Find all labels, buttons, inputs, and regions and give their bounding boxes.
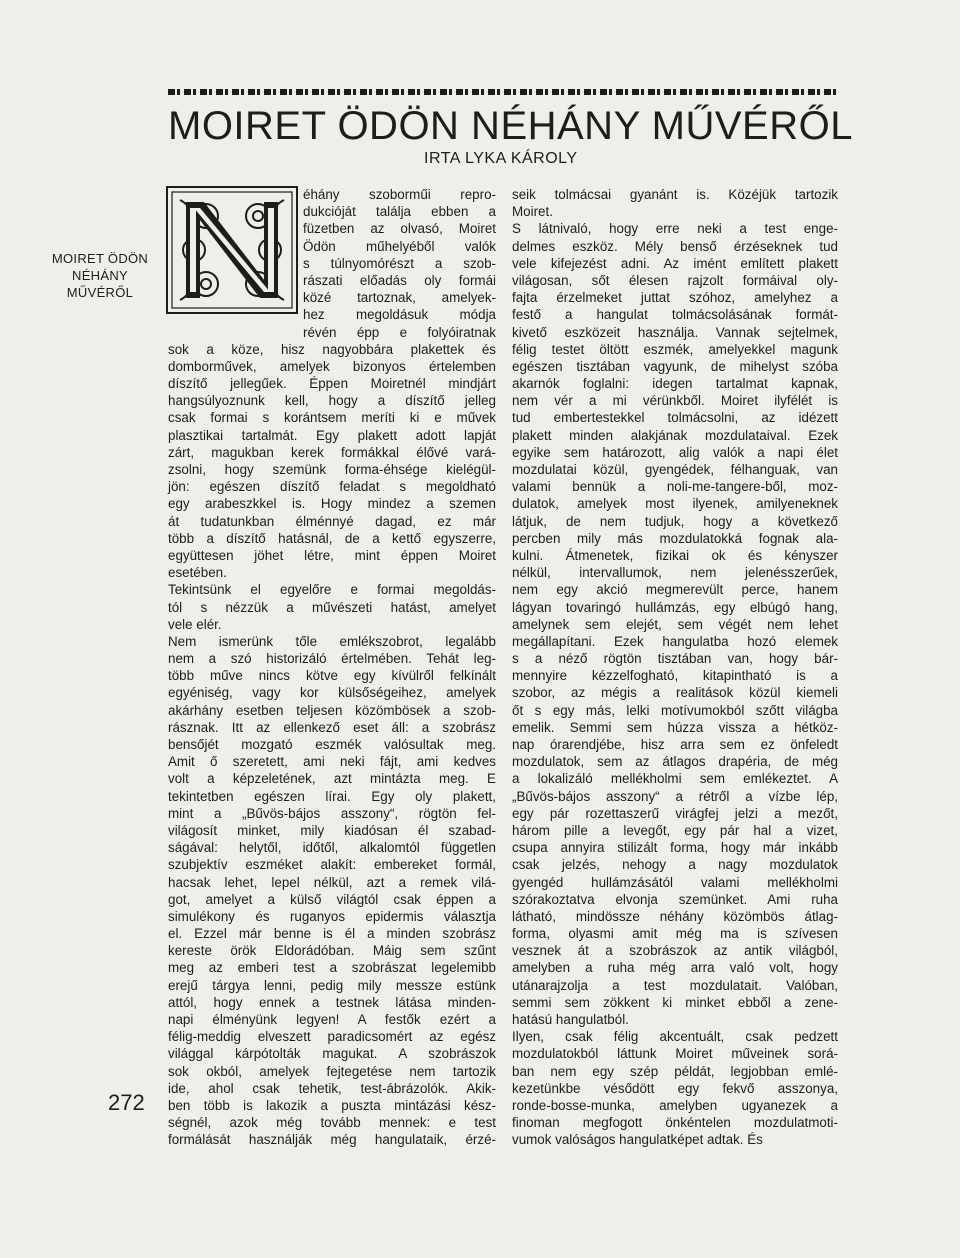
text-line: emelik. Semmi sem húzza vissza a hétköz- <box>512 719 838 735</box>
text-line: finoman megfogott önkéntelen mozdulatmoti- <box>512 1115 838 1131</box>
text-line: ben több is lakozik a puszta mintázási kész- <box>168 1097 496 1113</box>
text-column-right <box>512 186 838 1149</box>
text-line: kezetünkbe vésődött egy fekvő asszonya, <box>512 1080 838 1096</box>
text-line: félig testet öltött eszmék, amelyekkel magunk <box>512 341 838 357</box>
text-line: nap órarendjébe, hisz arra sem ez önfeledt <box>512 737 838 752</box>
text-line: nem egy akció megmerevült perce, hanem <box>512 582 838 598</box>
text-line: lágyan tovaringó hullámzás, egy elbúgó hang, <box>512 599 838 615</box>
text-line: plasztikai tartalmát. Egy plakett adott lapját <box>168 427 496 443</box>
text-line: Ilyen, csak félig akcentuált, csak pedzett <box>512 1029 838 1045</box>
margin-running-title <box>40 250 160 301</box>
text-line: zárt, magukban kerek formákkal élővé vará- <box>168 444 496 460</box>
text-line: bensőjét mozgató eszmék valósultak meg. <box>168 737 496 752</box>
text-line: világosít minket, mily kiadósan él szabad- <box>168 822 496 838</box>
text-line: hez megoldásuk módja <box>303 307 496 323</box>
text-line: ronde-bosse-munka, amelyben ugyanezek a <box>512 1097 838 1113</box>
text-line: tud embertestekkel tolmácsolni, az idézett <box>512 410 838 426</box>
text-line: sok a köze, hisz nagyobbára plakettek és <box>168 341 496 357</box>
text-line: kereste örök Eldorádóban. Máig sem szűnt <box>168 943 496 959</box>
text-line: plakett minden alakjának mozdulataival. Ezek <box>512 427 838 443</box>
text-line: a lokalizáló mellékholmi sem emlékeztet. A <box>512 771 838 787</box>
text-line: percben mily más mozdulatokká fognak ala- <box>512 530 838 546</box>
text-line: vele elér. <box>168 616 222 632</box>
text-line: tekintetben egészen lírai. Egy oly plakett, <box>168 788 496 804</box>
text-line: több a díszítő hatásnál, de a kettő egyszerre, <box>168 530 496 546</box>
text-line: simulékony és ruganyos epidermis választja <box>168 908 496 924</box>
text-column-left <box>168 186 496 1149</box>
article-title: MOIRET ÖDÖN NÉHÁNY MŰVÉRŐL <box>168 104 853 148</box>
text-line: rásznak. Itt az ellenkező eset áll: a szobrász <box>168 719 496 735</box>
text-line: őt s egy más, lelki motívumokból szőtt világba <box>512 702 838 718</box>
text-line: mozdulatok, sem az átlagos drapéria, de még <box>512 754 838 770</box>
text-line: dulatok, amelyek most ilyenek, amilyeneknek <box>512 496 838 512</box>
text-line: amelynek sem elejét, sem végét nem lehet <box>512 616 838 632</box>
text-line: amelyben a ruha még arra való volt, hogy <box>512 960 838 976</box>
text-line: kulni. Átmenetek, fizikai ok és kényszer <box>512 547 838 563</box>
text-line: attól, hogy ennek a testnek látása minden- <box>168 994 496 1010</box>
text-line: csak formai s korántsem meríti ki e művek <box>168 410 496 426</box>
text-line: mozdulatai közül, gyengédek, félhanguak, van <box>512 462 838 477</box>
text-line: Tekintsünk el egyelőre e formai megoldás- <box>168 582 496 598</box>
text-line: nem a szó historizáló értelmében. Tehát leg- <box>168 651 496 667</box>
text-line: vesznek át a szobrászok az antik világból, <box>512 943 838 959</box>
text-line: csak jelzés, nehogy a nagy mozdulatok <box>512 857 838 873</box>
text-line: egy arabeszkkel is. Hogy mindez a szemen <box>168 496 496 512</box>
text-line: világosan, sőt élesen rajzolt formáival oly- <box>512 272 838 288</box>
text-line: s a néző rögtön tisztában van, hogy bár- <box>512 651 838 667</box>
text-line: csupa annyira stilizált forma, hogy már inkább <box>512 840 838 856</box>
text-line: ségnél, azok még tovább mennek: e test <box>168 1115 496 1131</box>
margin-title-line: NÉHÁNY <box>72 268 128 283</box>
text-line: rászati előadás oly formái <box>303 272 496 288</box>
text-line: ide, ahol csak tehetik, test-ábrázolók. Akik- <box>168 1080 496 1096</box>
text-line: hacsak lehet, lepel nélkül, azt a remek vilá- <box>168 874 496 890</box>
article-byline: IRTA LYKA KÁROLY <box>424 150 578 167</box>
text-line: dukcióját találja ebben a <box>303 204 496 220</box>
text-line: hangsúlyoznunk kell, hogy a díszítő jelleg <box>168 393 496 409</box>
text-line: delmes eszköz. Mély benső érzéseknek tud <box>512 238 838 254</box>
text-line: szórakoztatva elvonja szemünket. Ami ruha <box>512 891 838 907</box>
text-line: S látnivaló, hogy erre neki a test enge- <box>512 221 838 237</box>
text-line: Nem ismerünk tőle emlékszobrot, legalább <box>168 633 496 649</box>
text-line: domborművek, amelyek bizonyos értelemben <box>168 358 496 374</box>
text-line: s túlnyomórészt a szob- <box>303 255 496 271</box>
text-line: egyéniség, vagy kor külsőségeihez, amelyek <box>168 685 496 701</box>
text-line: egészen tisztában vagyunk, de mihelyst szóba <box>512 358 838 374</box>
text-line: tól s nézzük a művészeti hatást, amelyet <box>168 599 496 615</box>
text-line: vele kifejezést adni. Az imént említett plakett <box>512 255 838 271</box>
margin-title-line: MŰVÉRŐL <box>66 285 134 300</box>
text-line: forma, olyasmi amit még ma is szívesen <box>512 926 838 942</box>
text-line: nem vér a mi vérünkből. Moiret ilyfélét is <box>512 393 838 409</box>
text-line: napi élményünk legyen! A festők ezért a <box>168 1012 496 1027</box>
text-line: három pille a levegőt, egy pár hal a vizet, <box>512 822 838 838</box>
text-line: el. Ezzel már benne is él a minden szobrász <box>168 926 496 942</box>
text-line: festő a hangulat tolmácsolásának formát- <box>512 307 838 323</box>
text-line: jön: egészen díszítő feladat s megoldható <box>168 479 496 495</box>
text-line: több műve nincs kötve egy kívülről felkínált <box>168 668 496 684</box>
text-line: akarnók foglalni: idegen tartalmat kapnak, <box>512 376 838 392</box>
text-line: formálását használják még hangulataik, érzé- <box>168 1132 496 1148</box>
text-line: valami bennük a noli-me-tangere-ből, moz- <box>512 479 838 495</box>
text-line: got, amelyet a külső világtól csak éppen a <box>168 891 496 907</box>
text-line: füzetben az olvasó, Moiret <box>303 221 496 237</box>
text-line: ságával: helytől, időtől, alkalomtól független <box>168 840 496 856</box>
text-line: Moiret. <box>512 204 553 220</box>
text-line: világgal kárpótolták magukat. A szobrászok <box>168 1046 496 1062</box>
page-number: 272 <box>108 1090 145 1115</box>
text-line: félig-meddig elveszett paradicsomért az egész <box>168 1029 496 1045</box>
text-line: egy pár rozettaszerű virágfej jelzi a mezőt, <box>512 805 838 821</box>
text-line: együttesen jöhet létre, mint éppen Moiret <box>168 547 496 563</box>
text-line: mozdulatokból láttunk Moiret műveinek sorá- <box>512 1046 838 1062</box>
text-line: mint a „Bűvös-bájos asszony“, rögtön fel- <box>168 805 496 821</box>
text-line: Ödön műhelyéből valók <box>303 238 496 254</box>
text-line: megállapítani. Ezek hangulatba hozó elemek <box>512 633 838 649</box>
text-line: szubjektív eszméket alakít: embereket formál, <box>168 857 496 873</box>
text-line: hatású hangulatból. <box>512 1012 629 1027</box>
text-line: esetében. <box>168 565 227 581</box>
text-line: volt a képzeletének, azt mintázta meg. E <box>168 771 496 787</box>
text-line: nélkül, intervallumok, nem jelenésszerűek, <box>512 565 838 581</box>
text-line: éhány szoborműi repro- <box>303 187 496 202</box>
text-line: révén épp e folyóiratnak <box>303 324 496 340</box>
text-line: utánarajzolja a test mozdulatait. Valóban, <box>512 977 838 993</box>
text-line: mennyire kézzelfogható, kitapintható is a <box>512 668 838 684</box>
text-line: seik tolmácsai gyanánt is. Közéjük tartozik <box>512 187 838 202</box>
margin-title-line: MOIRET ÖDÖN <box>51 251 149 266</box>
text-line: ban nem egy szép példát, legjobban emlé- <box>512 1063 838 1079</box>
text-line: vumok valóságos hangulatképet adtak. És <box>512 1132 763 1148</box>
header-ornament-border <box>168 86 838 98</box>
text-line: sok okból, amelyek fejtegetése nem tartozik <box>168 1063 496 1079</box>
text-line: gyengéd hullámzásától valami mellékholmi <box>512 874 838 890</box>
text-line: zsolni, hogy szemünk forma-éhsége kielégül- <box>168 462 496 477</box>
text-line: akárhány esetben teljesen közömbösek a szob- <box>168 702 496 718</box>
text-line: látható, mindössze néhány közömbös átlag- <box>512 908 838 924</box>
text-line: látjuk, de nem tudjuk, hogy a következő <box>512 513 838 529</box>
text-line: semmi sem zökkent ki minket ebből a zene- <box>512 994 838 1010</box>
text-line: szobor, az mégis a realitások közül kiemeli <box>512 685 838 701</box>
text-line: Amit ő szeretett, ami neki fájt, ami kedves <box>168 754 496 770</box>
text-line: fajta érzelmeket juttat szóhoz, amelyhez a <box>512 290 838 306</box>
text-line: meg az emberi test a szobrászat legelemibb <box>168 960 496 976</box>
text-line: díszítő jellegűek. Éppen Moiretnél mindjárt <box>168 376 496 392</box>
text-line: át tudatunkban élménnyé dagad, ez már <box>168 513 496 529</box>
text-line: egyike sem határozott, alig valók a napi élet <box>512 444 838 460</box>
text-line: kivető eszközeit használja. Vannak sejtelmek, <box>512 324 838 340</box>
text-line: „Bűvös-bájos asszony“ a rétről a vízbe lép, <box>512 788 838 804</box>
text-line: erejű tárgya lenni, pedig mily messze estünk <box>168 977 496 993</box>
text-line: közé tartoznak, amelyek- <box>303 290 496 306</box>
